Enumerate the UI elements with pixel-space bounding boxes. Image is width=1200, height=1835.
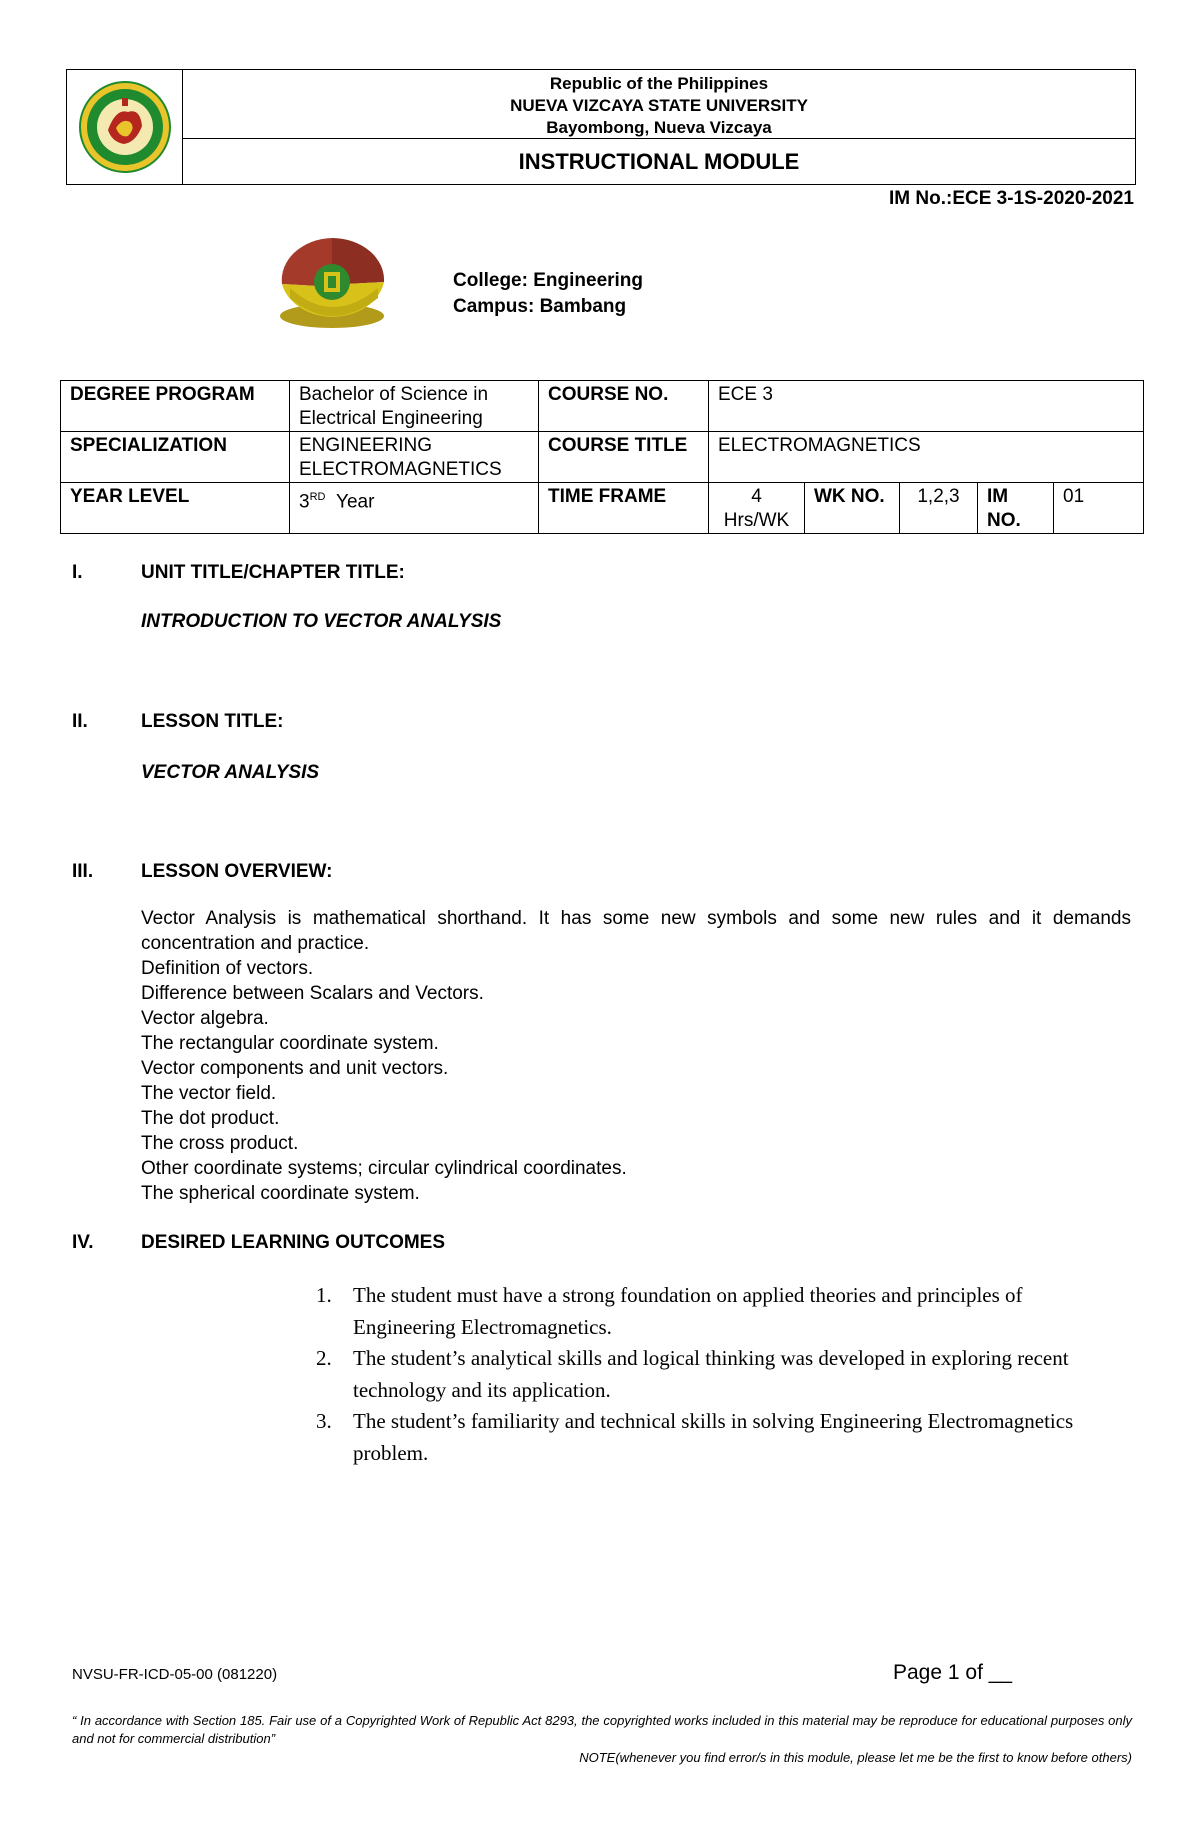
lesson-overview [141, 906, 1131, 1206]
im-number: IM No.:ECE 3-1S-2020-2021 [889, 188, 1134, 209]
im-no-value: 01 [1054, 483, 1144, 534]
outcome-number: 2. [316, 1346, 332, 1370]
course-title-label: COURSE TITLE [539, 432, 709, 483]
outcome-item [316, 1343, 1116, 1406]
college-engineering-logo-icon [270, 226, 400, 336]
course-info-table [60, 380, 1144, 534]
outcome-text: The student must have a strong foundation on applied theories and principles of Engineering Electromagnetics. [353, 1283, 1023, 1339]
year-level-label: YEAR LEVEL [61, 483, 290, 534]
overview-topic: The vector field. [141, 1083, 277, 1104]
degree-program-label: DEGREE PROGRAM [61, 381, 290, 432]
unit-title-value: INTRODUCTION TO VECTOR ANALYSIS [141, 611, 502, 632]
time-frame-unit: Hrs/WK [723, 510, 790, 531]
overview-topic: The spherical coordinate system. [141, 1183, 420, 1204]
specialization-label: SPECIALIZATION [61, 432, 290, 483]
course-no-label: COURSE NO. [539, 381, 709, 432]
time-frame-hours: 4 [751, 486, 762, 507]
lesson-title-value: VECTOR ANALYSIS [141, 762, 320, 783]
overview-topic: Definition of vectors. [141, 958, 314, 979]
overview-topic: The rectangular coordinate system. [141, 1033, 439, 1054]
header-box [66, 69, 1136, 185]
section-4-title: DESIRED LEARNING OUTCOMES [141, 1232, 446, 1253]
wk-no-label: WK NO. [805, 483, 900, 534]
overview-topic: Other coordinate systems; circular cylindrical coordinates. [141, 1158, 627, 1179]
copyright-note: “ In accordance with Section 185. Fair use of a Copyrighted Work of Republic Act 8293, the copyrighted works included in this material may be reproduce for educational purposes only and not for commercial distribution” [72, 1713, 1132, 1746]
header-university-block [183, 70, 1135, 139]
degree-program-value: Bachelor of Science in Electrical Engineering [290, 381, 539, 432]
outcome-number: 1. [316, 1283, 332, 1307]
time-frame-label: TIME FRAME [539, 483, 709, 534]
outcome-item [316, 1280, 1116, 1343]
campus-label: Campus: Bambang [453, 296, 627, 317]
overview-topic: Difference between Scalars and Vectors. [141, 983, 484, 1004]
university-seal-cell [67, 70, 183, 184]
im-no-label: IM NO. [978, 483, 1054, 534]
outcome-item [316, 1406, 1116, 1469]
section-4-number: IV. [72, 1232, 94, 1253]
outcome-text: The student’s familiarity and technical skills in solving Engineering Electromagnetics problem. [353, 1409, 1074, 1465]
section-1-number: I. [72, 562, 83, 583]
section-3-number: III. [72, 861, 94, 882]
overview-topic: Vector algebra. [141, 1008, 269, 1029]
overview-topic: The cross product. [141, 1133, 299, 1154]
year-level-value [290, 483, 539, 534]
outcome-number: 3. [316, 1409, 332, 1433]
section-1-title: UNIT TITLE/CHAPTER TITLE: [141, 562, 405, 583]
specialization-value: ENGINEERING ELECTROMAGNETICS [290, 432, 539, 483]
page-number: Page 1 of __ [893, 1661, 1013, 1684]
overview-intro: Vector Analysis is mathematical shorthand. It has some new symbols and some new rules and it demands concentration and practice. [141, 908, 1131, 954]
course-no-value: ECE 3 [709, 381, 1144, 432]
module-title: INSTRUCTIONAL MODULE [518, 148, 800, 174]
year-level-word: Year [336, 491, 375, 513]
wk-no-value: 1,2,3 [900, 483, 978, 534]
university-seal-icon [78, 80, 172, 174]
year-level-ordinal: RD [309, 491, 326, 503]
course-title-value: ELECTROMAGNETICS [709, 432, 1144, 483]
error-note: NOTE(whenever you find error/s in this module, please let me be the first to know before others) [579, 1750, 1132, 1765]
college-label: College: Engineering [453, 270, 644, 291]
time-frame-value [709, 483, 805, 534]
outcome-text: The student’s analytical skills and logical thinking was developed in exploring recent technology and its application. [353, 1346, 1069, 1402]
section-3-title: LESSON OVERVIEW: [141, 861, 333, 882]
overview-topic: The dot product. [141, 1108, 280, 1129]
university-address: Bayombong, Nueva Vizcaya [546, 118, 772, 137]
section-2-title: LESSON TITLE: [141, 711, 284, 732]
form-code: NVSU-FR-ICD-05-00 (081220) [72, 1666, 278, 1683]
section-2-number: II. [72, 711, 88, 732]
college-campus-block [453, 268, 643, 320]
year-level-number: 3 [299, 491, 310, 513]
republic-line: Republic of the Philippines [549, 74, 769, 93]
learning-outcomes-list [316, 1280, 1116, 1469]
university-name: NUEVA VIZCAYA STATE UNIVERSITY [510, 96, 808, 115]
overview-topic: Vector components and unit vectors. [141, 1058, 449, 1079]
